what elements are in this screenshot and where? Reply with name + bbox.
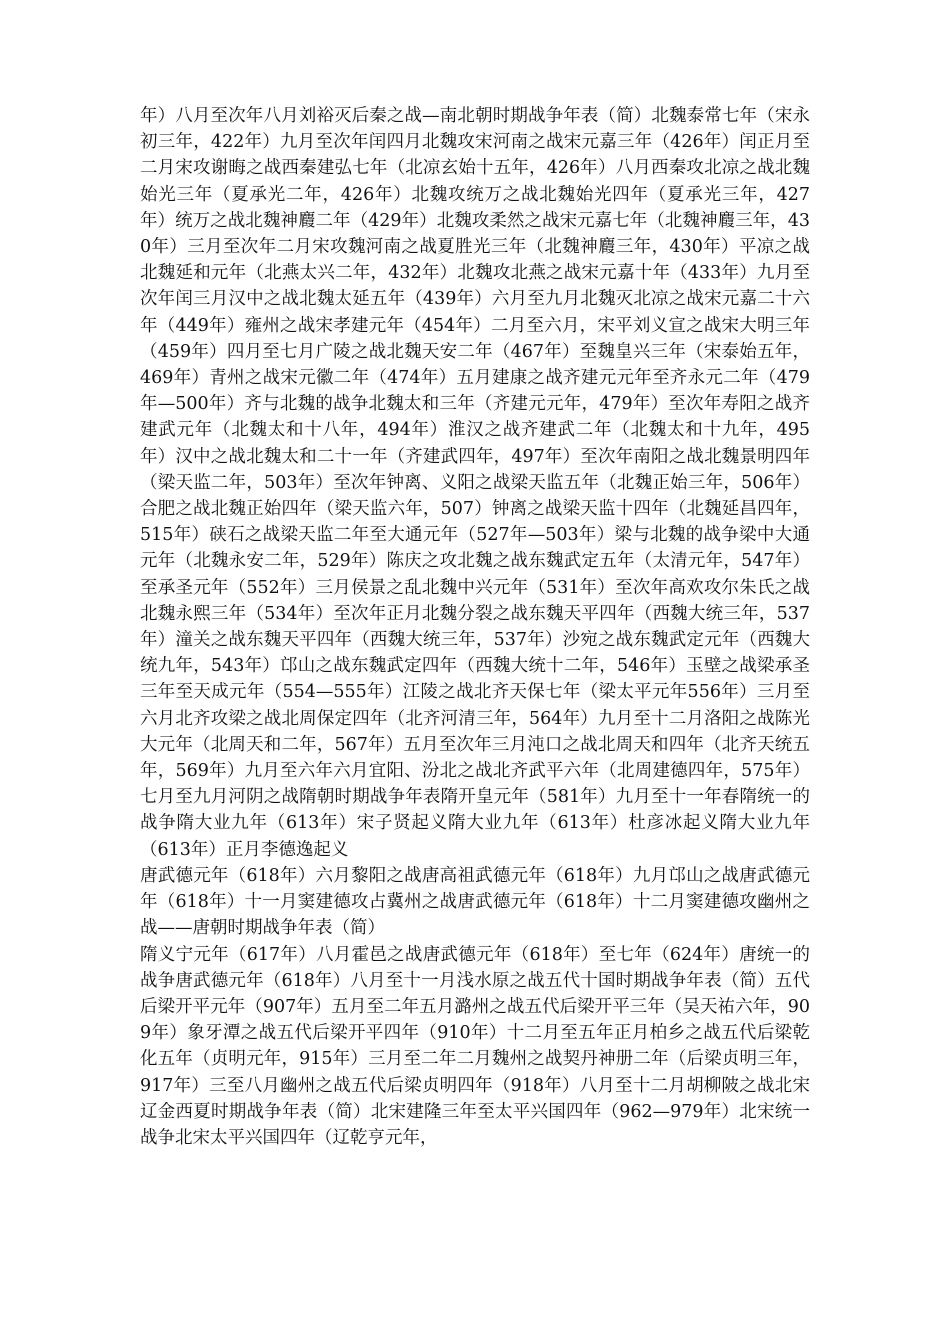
paragraph-3: 隋义宁元年（617年）八月霍邑之战唐武德元年（618年）至七年（624年）唐统一的战争唐武德元年（618年）八月至十一月浅水原之战五代十国时期战争年表（简）五代后梁开平元年（907年）五月至二年五月潞州之战五代后梁开平三年（吴天祐六年，909年）象牙潭之战五代后梁开平四年（910年）十二月至五年正月柏乡之战五代后梁乾化五年（贞明元年，915年）三月至二年二月魏州之战契丹神册二年（后梁贞明三年，917年）三至八月幽州之战五代后梁贞明四年（918年）八月至十二月胡柳陂之战北宋辽金西夏时期战争年表（简）北宋建隆三年至太平兴国四年（962—979年）北宋统一战争北宋太平兴国四年（辽乾亨元年， <box>140 944 810 1148</box>
document-page <box>140 103 810 1151</box>
paragraph-1: 年）八月至次年八月刘裕灭后秦之战—南北朝时期战争年表（简）北魏泰常七年（宋永初三年，422年）九月至次年闰四月北魏攻宋河南之战宋元嘉三年（426年）闰正月至二月宋攻谢晦之战西秦建弘七年（北凉玄始十五年，426年）八月西秦攻北凉之战北魏始光三年（夏承光二年，426年）北魏攻统万之战北魏始光四年（夏承光三年，427年）统万之战北魏神麚二年（429年）北魏攻柔然之战宋元嘉七年（北魏神麚三年，430年）三月至次年二月宋攻魏河南之战夏胜光三年（北魏神麚三年，430年）平凉之战北魏延和元年（北燕太兴二年，432年）北魏攻北燕之战宋元嘉十年（433年）九月至次年闰三月汉中之战北魏太延五年（439年）六月至九月北魏灭北凉之战宋元嘉二十六年（449年）雍州之战宋孝建元年（454年）二月至六月，宋平刘义宣之战宋大明三年（459年）四月至七月广陵之战北魏天安二年（467年）至魏皇兴三年（宋泰始五年，469年）青州之战宋元徽二年（474年）五月建康之战齐建元元年至齐永元二年（479年—500年）齐与北魏的战争北魏太和三年（齐建元元年，479年）至次年寿阳之战齐建武元年（北魏太和十八年，494年）淮汉之战齐建武二年（北魏太和十九年，495年）汉中之战北魏太和二十一年（齐建武四年，497年）至次年南阳之战北魏景明四年（梁天监二年，503年）至次年钟离、义阳之战梁天监五年（北魏正始三年，506年）合肥之战北魏正始四年（梁天监六年，507）钟离之战梁天监十四年（北魏延昌四年，515年）硖石之战梁天监二年至大通元年（527年—503年）梁与北魏的战争梁中大通元年（北魏永安二年，529年）陈庆之攻北魏之战东魏武定五年（太清元年，547年）至承圣元年（552年）三月侯景之乱北魏中兴元年（531年）至次年高欢攻尔朱氏之战北魏永熙三年（534年）至次年正月北魏分裂之战东魏天平四年（西魏大统三年，537年）潼关之战东魏天平四年（西魏大统三年，537年）沙宛之战东魏武定元年（西魏大统九年，543年）邙山之战东魏武定四年（西魏大统十二年，546年）玉壁之战梁承圣三年至天成元年（554—555年）江陵之战北齐天保七年（梁太平元年556年）三月至六月北齐攻梁之战北周保定四年（北齐河清三年，564年）九月至十二月洛阳之战陈光大元年（北周天和二年，567年）五月至次年三月沌口之战北周天和四年（北齐天统五年，569年）九月至六年六月宜阳、汾北之战北齐武平六年（北周建德四年，575年）七月至九月河阴之战隋朝时期战争年表隋开皇元年（581年）九月至十一年春隋统一的战争隋大业九年（613年）宋子贤起义隋大业九年（613年）杜彦冰起义隋大业九年（613年）正月李德逸起义 <box>140 106 810 860</box>
paragraph-2: 唐武德元年（618年）六月黎阳之战唐高祖武德元年（618年）九月邙山之战唐武德元年（618年）十一月窦建德攻占冀州之战唐武德元年（618年）十二月窦建德攻幽州之战——唐朝时期战争年表（简） <box>140 865 810 939</box>
